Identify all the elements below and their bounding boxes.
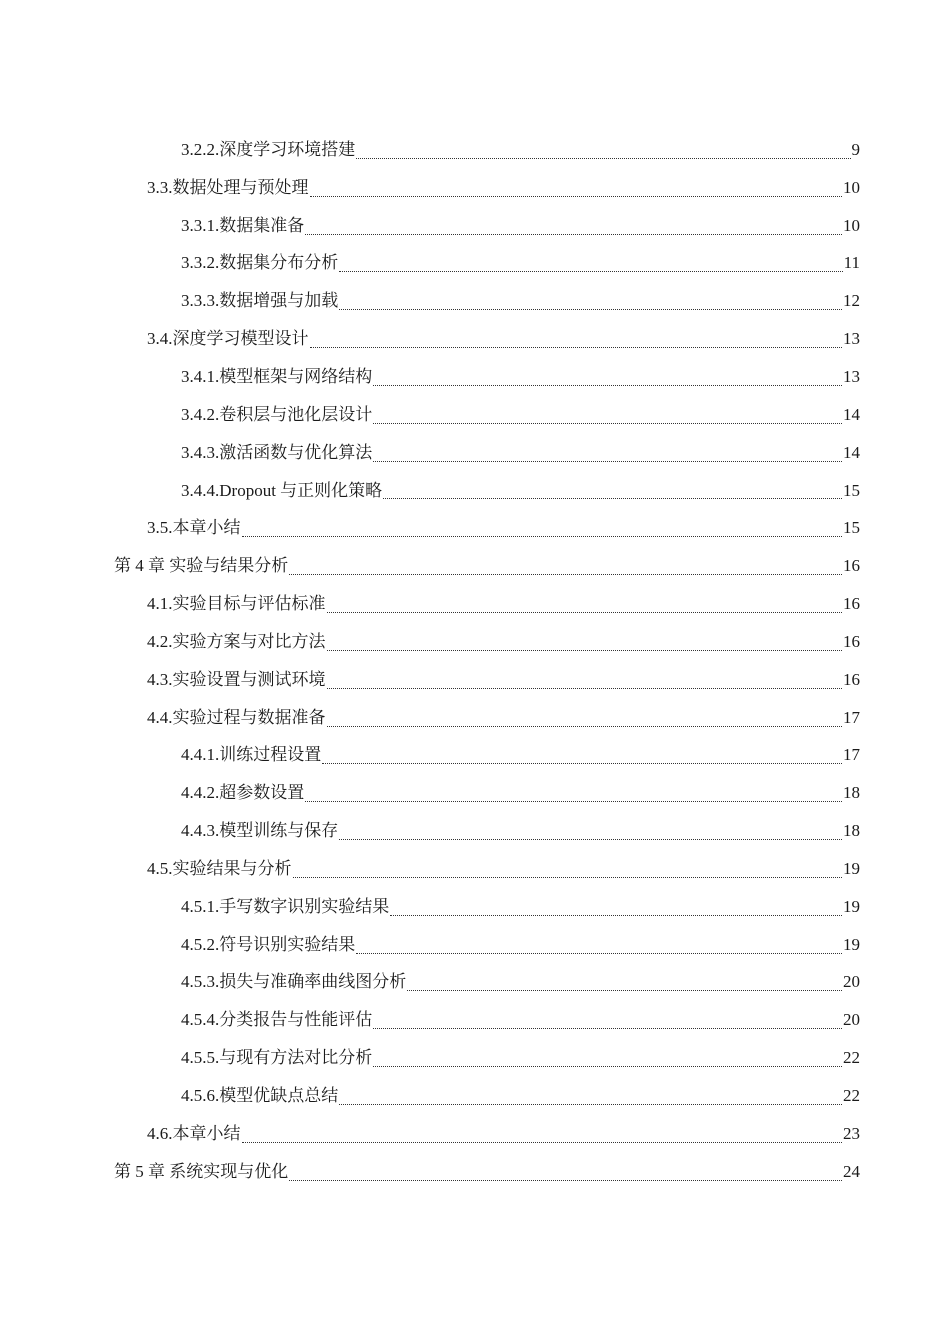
dot-leader: [373, 1027, 842, 1029]
toc-entry-title: 4.5.6.模型优缺点总结: [181, 1086, 339, 1106]
toc-entry-title: 3.4.4.Dropout 与正则化策略: [181, 480, 383, 500]
toc-page-number: 14: [843, 442, 860, 462]
toc-entry[interactable]: [0, 1039, 950, 1077]
toc-page-number: 15: [843, 518, 860, 538]
dot-leader: [327, 725, 843, 727]
toc-entry[interactable]: [0, 585, 950, 623]
toc-entry[interactable]: [0, 207, 950, 245]
dot-leader: [289, 573, 842, 575]
toc-entry[interactable]: [0, 850, 950, 888]
dot-leader: [383, 497, 842, 499]
toc-page-number: 11: [843, 253, 860, 273]
toc-entry-title: 3.4.2.卷积层与池化层设计: [181, 404, 373, 424]
dot-leader: [293, 876, 843, 878]
toc-page-number: 24: [843, 1161, 860, 1181]
dot-leader: [310, 195, 843, 197]
dot-leader: [339, 1103, 842, 1105]
toc-page-number: 15: [843, 480, 860, 500]
toc-entry[interactable]: [0, 282, 950, 320]
dot-leader: [407, 989, 842, 991]
toc-entry-title: 4.4.1.训练过程设置: [181, 745, 322, 765]
toc-entry-title: 4.4.实验过程与数据准备: [147, 707, 326, 727]
toc-page-number: 16: [843, 631, 860, 651]
toc-entry-title: 3.2.2.深度学习环境搭建: [181, 139, 356, 159]
dot-leader: [305, 800, 842, 802]
toc-entry-title: 4.5.3.损失与准确率曲线图分析: [181, 972, 407, 992]
toc-entry[interactable]: [0, 1001, 950, 1039]
toc-entry[interactable]: [0, 472, 950, 510]
toc-entry-title: 4.5.实验结果与分析: [147, 858, 292, 878]
toc-entry-title: 3.4.3.激活函数与优化算法: [181, 442, 373, 462]
toc-entry-title: 4.5.4.分类报告与性能评估: [181, 1010, 373, 1030]
toc-entry[interactable]: [0, 926, 950, 964]
toc-page-number: 19: [843, 896, 860, 916]
toc-entry-title: 4.4.3.模型训练与保存: [181, 821, 339, 841]
toc-page-number: 16: [843, 669, 860, 689]
toc-page-number: 10: [843, 215, 860, 235]
toc-page-number: 22: [843, 1086, 860, 1106]
toc-entry[interactable]: [0, 169, 950, 207]
toc-entry[interactable]: [0, 623, 950, 661]
toc-page-number: 17: [843, 745, 860, 765]
toc-entry[interactable]: [0, 1153, 950, 1191]
toc-entry-title: 4.1.实验目标与评估标准: [147, 594, 326, 614]
toc-entry[interactable]: [0, 699, 950, 737]
toc-entry-title: 4.6.本章小结: [147, 1123, 241, 1143]
toc-entry-title: 3.3.3.数据增强与加载: [181, 291, 339, 311]
toc-entry[interactable]: [0, 396, 950, 434]
dot-leader: [356, 157, 850, 159]
toc-page-number: 23: [843, 1123, 860, 1143]
toc-page-number: 14: [843, 404, 860, 424]
toc-entry[interactable]: [0, 964, 950, 1002]
toc-entry[interactable]: [0, 358, 950, 396]
toc-entry-title: 4.2.实验方案与对比方法: [147, 631, 326, 651]
toc-entry[interactable]: [0, 1077, 950, 1115]
dot-leader: [242, 1141, 843, 1143]
toc-page-number: 22: [843, 1048, 860, 1068]
toc-page-number: 17: [843, 707, 860, 727]
toc-entry-title: 第 4 章 实验与结果分析: [114, 556, 289, 576]
dot-leader: [289, 1179, 842, 1181]
toc-entry-title: 4.5.1.手写数字识别实验结果: [181, 896, 390, 916]
dot-leader: [373, 1065, 842, 1067]
toc-page-number: 19: [843, 934, 860, 954]
toc-page-number: 12: [843, 291, 860, 311]
toc-entry-title: 4.5.2.符号识别实验结果: [181, 934, 356, 954]
toc-entry-title: 3.5.本章小结: [147, 518, 241, 538]
dot-leader: [373, 384, 842, 386]
toc-entry[interactable]: [0, 320, 950, 358]
toc-page-number: 9: [851, 139, 860, 159]
dot-leader: [373, 460, 842, 462]
toc-page-number: 10: [843, 177, 860, 197]
toc-entry-title: 第 5 章 系统实现与优化: [114, 1161, 289, 1181]
toc-page-number: 18: [843, 783, 860, 803]
toc-entry[interactable]: [0, 547, 950, 585]
toc-entry[interactable]: [0, 131, 950, 169]
toc-entry[interactable]: [0, 888, 950, 926]
toc-entry[interactable]: [0, 1115, 950, 1153]
toc-page-number: 16: [843, 556, 860, 576]
toc-entry-title: 3.4.深度学习模型设计: [147, 329, 309, 349]
toc-page-number: 20: [843, 972, 860, 992]
toc-entry-title: 3.3.2.数据集分布分析: [181, 253, 339, 273]
dot-leader: [390, 914, 842, 916]
toc-entry[interactable]: [0, 737, 950, 775]
toc-entry-title: 3.3.1.数据集准备: [181, 215, 305, 235]
dot-leader: [339, 838, 842, 840]
toc-entry-title: 4.3.实验设置与测试环境: [147, 669, 326, 689]
toc-entry[interactable]: [0, 661, 950, 699]
dot-leader: [322, 762, 842, 764]
toc-entry-title: 4.4.2.超参数设置: [181, 783, 305, 803]
toc-page-number: 13: [843, 366, 860, 386]
dot-leader: [305, 233, 842, 235]
toc-entry-title: 3.4.1.模型框架与网络结构: [181, 366, 373, 386]
toc-entry[interactable]: [0, 434, 950, 472]
dot-leader: [327, 687, 843, 689]
dot-leader: [339, 308, 842, 310]
dot-leader: [310, 346, 843, 348]
toc-entry[interactable]: [0, 774, 950, 812]
toc-page-number: 19: [843, 858, 860, 878]
toc-page-number: 20: [843, 1010, 860, 1030]
dot-leader: [339, 270, 842, 272]
toc-entry-title: 3.3.数据处理与预处理: [147, 177, 309, 197]
toc-page-number: 13: [843, 329, 860, 349]
toc-entry-title: 4.5.5.与现有方法对比分析: [181, 1048, 373, 1068]
toc-page-number: 18: [843, 821, 860, 841]
dot-leader: [327, 611, 843, 613]
dot-leader: [327, 649, 843, 651]
dot-leader: [242, 535, 843, 537]
toc-entry[interactable]: [0, 509, 950, 547]
toc-page-number: 16: [843, 594, 860, 614]
toc-entry[interactable]: [0, 812, 950, 850]
table-of-contents: [0, 131, 950, 1191]
dot-leader: [373, 422, 842, 424]
dot-leader: [356, 952, 842, 954]
toc-entry[interactable]: [0, 245, 950, 283]
